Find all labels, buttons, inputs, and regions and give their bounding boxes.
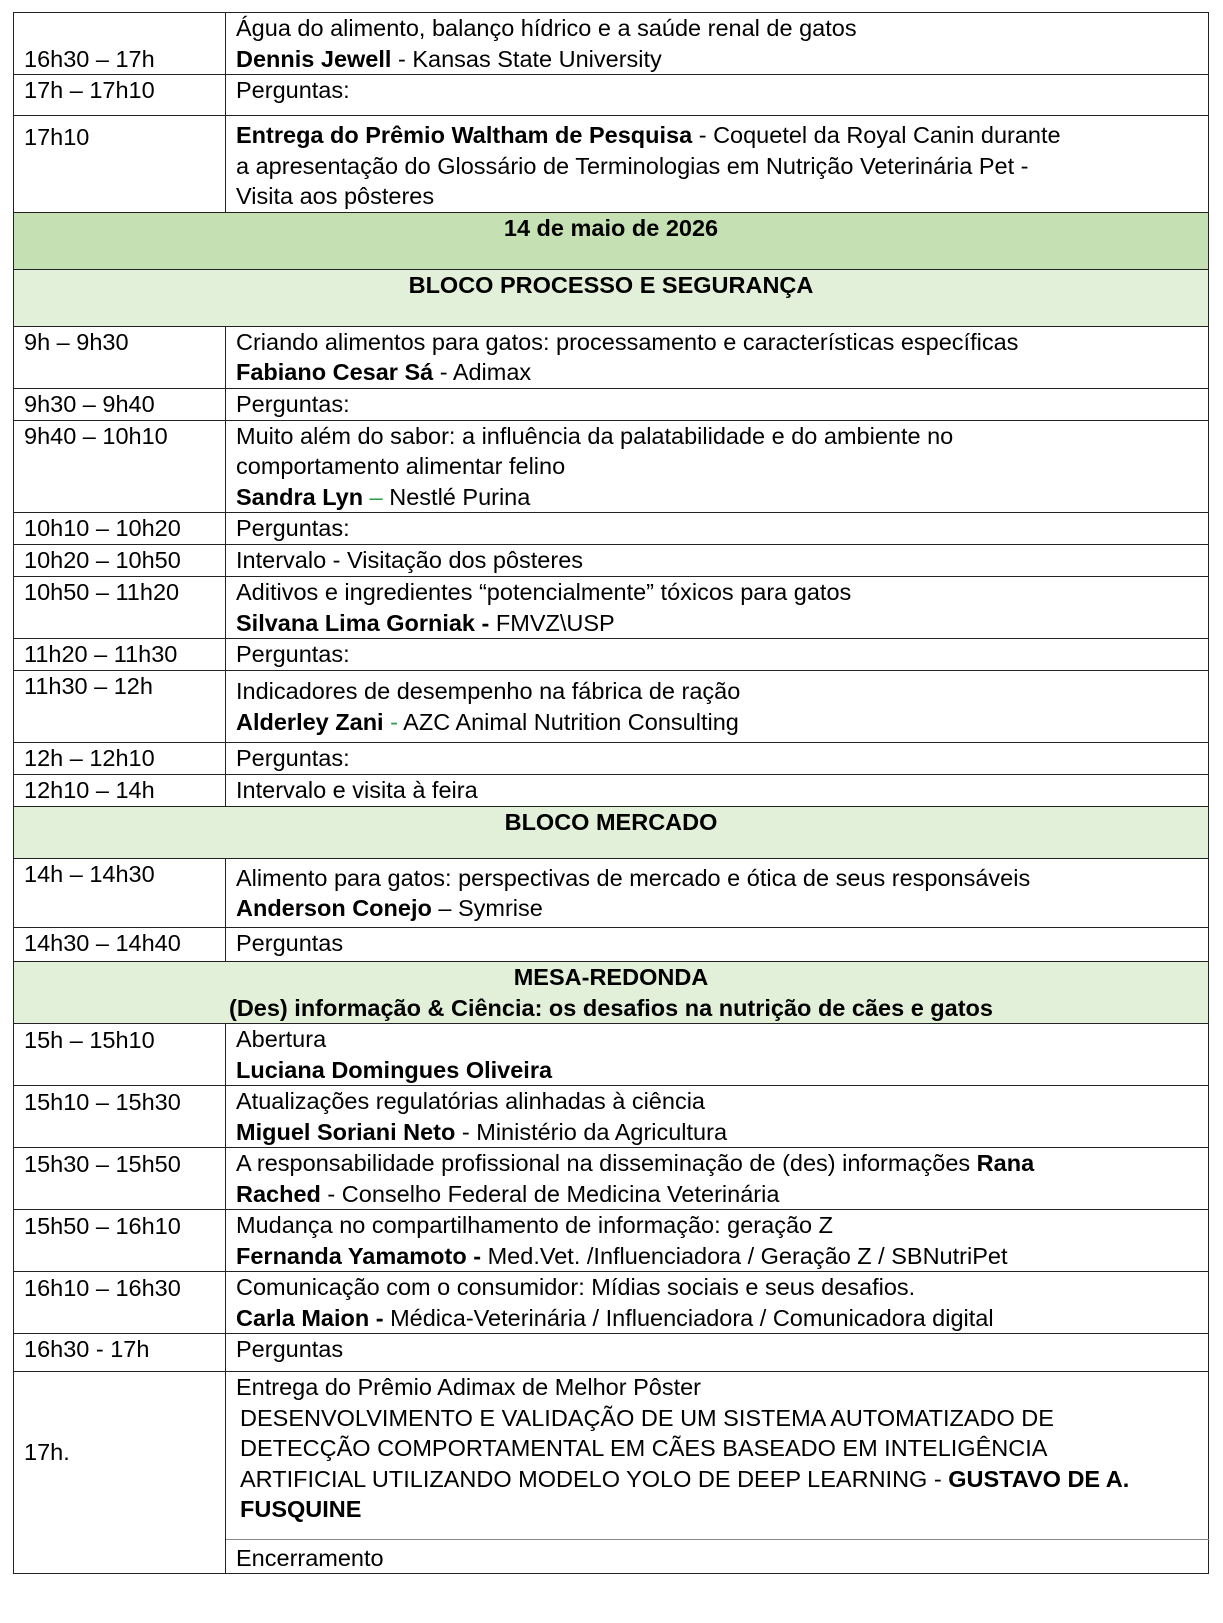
table-row [14,962,1209,1024]
poster-author: FUSQUINE [240,1496,362,1522]
talk-title: Criando alimentos para gatos: processamento e características específicas [236,328,1019,355]
speaker-name: Fabiano Cesar Sá [236,359,434,385]
desc-cell [226,116,1209,213]
time-cell: 15h – 15h10 [14,1024,226,1086]
speaker-affiliation: FMVZ\USP [489,609,615,636]
desc-cell [226,1372,1209,1540]
talk-title: Indicadores de desempenho na fábrica de ração [236,678,741,704]
speaker-affiliation: Adimax [452,359,532,385]
desc-cell [226,1272,1209,1334]
desc-cell [226,671,1209,743]
speaker-affiliation: Symrise [457,895,543,921]
speaker-name: Sandra Lyn [236,483,364,510]
desc-cell [226,1210,1209,1272]
talk-title: comportamento alimentar felino [236,453,566,479]
desc-cell [226,859,1209,928]
time-cell: 10h10 – 10h20 [14,513,226,545]
desc-cell [226,420,1209,513]
desc-cell: Perguntas: [226,639,1209,671]
award-text: Visita aos pôsteres [236,183,435,209]
table-row [14,513,1209,545]
desc-cell: Intervalo - Visitação dos pôsteres [226,545,1209,577]
speaker-affiliation: Médica-Veterinária / Influenciadora / Comunicadora digital [383,1304,994,1331]
table-row [14,1372,1209,1540]
desc-cell: Intervalo e visita à feira [226,775,1209,807]
separator: - [391,45,413,72]
speaker-affiliation: Kansas State University [412,45,662,72]
time-cell: 15h10 – 15h30 [14,1086,226,1148]
table-row [14,420,1209,513]
poster-title: DETECÇÃO COMPORTAMENTAL EM CÃES BASEADO EM INTELIGÊNCIA [240,1435,1048,1461]
speaker-name: Dennis Jewell [236,45,392,72]
time-cell: 9h30 – 9h40 [14,388,226,420]
speaker-name: Luciana Domingues Oliveira [236,1056,553,1083]
table-row [14,1024,1209,1086]
table-row [14,807,1209,859]
table-row [14,269,1209,326]
table-row [14,545,1209,577]
separator: - [383,708,404,735]
time-cell: 17h. [14,1372,226,1574]
time-cell: 14h – 14h30 [14,859,226,928]
talk-title: Atualizações regulatórias alinhadas à ciência [236,1088,705,1114]
speaker-affiliation: - Conselho Federal de Medicina Veterinária [320,1180,780,1207]
talk-title: Aditivos e ingredientes “potencialmente” tóxicos para gatos [236,579,852,605]
time-cell: 11h30 – 12h [14,671,226,743]
speaker-affiliation: Nestlé Purina [389,483,531,510]
speaker-affiliation: AZC Animal Nutrition Consulting [403,708,739,735]
desc-cell: Encerramento [226,1540,1209,1574]
table-row [14,75,1209,116]
award-title: Entrega do Prêmio Waltham de Pesquisa [236,122,693,148]
talk-title: Alimento para gatos: perspectivas de mercado e ótica de seus responsáveis [236,864,1031,891]
award-title: Entrega do Prêmio Adimax de Melhor Pôster [236,1374,702,1400]
talk-title: A responsabilidade profissional na disseminação de (des) informações [236,1150,977,1176]
desc-cell: Perguntas [226,928,1209,962]
speaker-affiliation: Med.Vet. /Influenciadora / Geração Z / SBNutriPet [481,1242,1008,1269]
table-row [14,116,1209,213]
time-cell: 17h10 [14,116,226,213]
mesa-subtitle: (Des) informação & Ciência: os desafios na nutrição de cães e gatos [229,994,993,1021]
speaker-name: Rached [236,1180,321,1207]
time-cell: 12h10 – 14h [14,775,226,807]
speaker-name: Carla Maion - [236,1304,384,1331]
time-cell: 15h30 – 15h50 [14,1148,226,1210]
speaker-name: Fernanda Yamamoto - [236,1242,482,1269]
table-row [14,639,1209,671]
time-cell: 10h20 – 10h50 [14,545,226,577]
table-row [14,13,1209,75]
talk-title: Comunicação com o consumidor: Mídias sociais e seus desafios. [236,1274,916,1300]
award-text: a apresentação do Glossário de Terminologias em Nutrição Veterinária Pet - [236,152,1029,179]
table-row [14,928,1209,962]
separator: – [431,895,458,921]
desc-cell [226,1086,1209,1148]
time-cell: 14h30 – 14h40 [14,928,226,962]
poster-author: GUSTAVO DE A. [948,1465,1130,1492]
program-table [13,12,1209,1574]
speaker-name: Miguel Soriani Neto [236,1118,456,1145]
time-cell: 16h30 – 17h [14,13,226,75]
desc-cell: Perguntas [226,1334,1209,1372]
time-cell: 10h50 – 11h20 [14,577,226,639]
table-row [14,388,1209,420]
table-row [14,577,1209,639]
desc-cell: Perguntas: [226,513,1209,545]
table-row [14,671,1209,743]
time-cell: 15h50 – 16h10 [14,1210,226,1272]
award-text: - Coquetel da Royal Canin durante [692,122,1061,148]
speaker-name: Anderson Conejo [236,895,432,921]
desc-cell [226,1148,1209,1210]
desc-cell [226,326,1209,388]
desc-cell [226,1024,1209,1086]
table-row [14,212,1209,269]
speaker-name: Silvana Lima Gorniak - [236,609,490,636]
time-cell: 16h10 – 16h30 [14,1272,226,1334]
mesa-title: MESA-REDONDA [513,964,709,990]
desc-cell: Perguntas: [226,75,1209,116]
speaker-name: Alderley Zani [236,708,384,735]
block-header [14,962,1209,1024]
table-row [14,1272,1209,1334]
desc-cell: Perguntas: [226,743,1209,775]
table-row [14,1148,1209,1210]
separator: - [433,359,453,385]
time-cell: 12h – 12h10 [14,743,226,775]
talk-title: Mudança no compartilhamento de informação: geração Z [236,1212,833,1238]
desc-cell [226,13,1209,75]
time-cell: 11h20 – 11h30 [14,639,226,671]
poster-title: DESENVOLVIMENTO E VALIDAÇÃO DE UM SISTEMA AUTOMATIZADO DE [240,1404,1054,1431]
desc-cell: Perguntas: [226,388,1209,420]
time-cell: 17h – 17h10 [14,75,226,116]
poster-title: ARTIFICIAL UTILIZANDO MODELO YOLO DE DEEP LEARNING - [240,1465,949,1492]
talk-title: Muito além do sabor: a influência da palatabilidade e do ambiente no [236,422,954,449]
speaker-name: Rana [976,1150,1035,1176]
table-row [14,326,1209,388]
time-cell: 16h30 - 17h [14,1334,226,1372]
time-cell: 9h – 9h30 [14,326,226,388]
block-header: BLOCO MERCADO [14,807,1209,859]
desc-cell [226,577,1209,639]
table-row [14,1334,1209,1372]
table-row [14,775,1209,807]
table-row [14,859,1209,928]
talk-title: Abertura [236,1026,327,1052]
table-row [14,743,1209,775]
speaker-affiliation: - Ministério da Agricultura [455,1118,728,1145]
separator: – [363,483,390,510]
table-row [14,1210,1209,1272]
block-header: BLOCO PROCESSO E SEGURANÇA [14,269,1209,326]
table-row [14,1086,1209,1148]
talk-title: Água do alimento, balanço hídrico e a saúde renal de gatos [236,15,857,41]
time-cell: 9h40 – 10h10 [14,420,226,513]
day-header: 14 de maio de 2026 [14,212,1209,269]
